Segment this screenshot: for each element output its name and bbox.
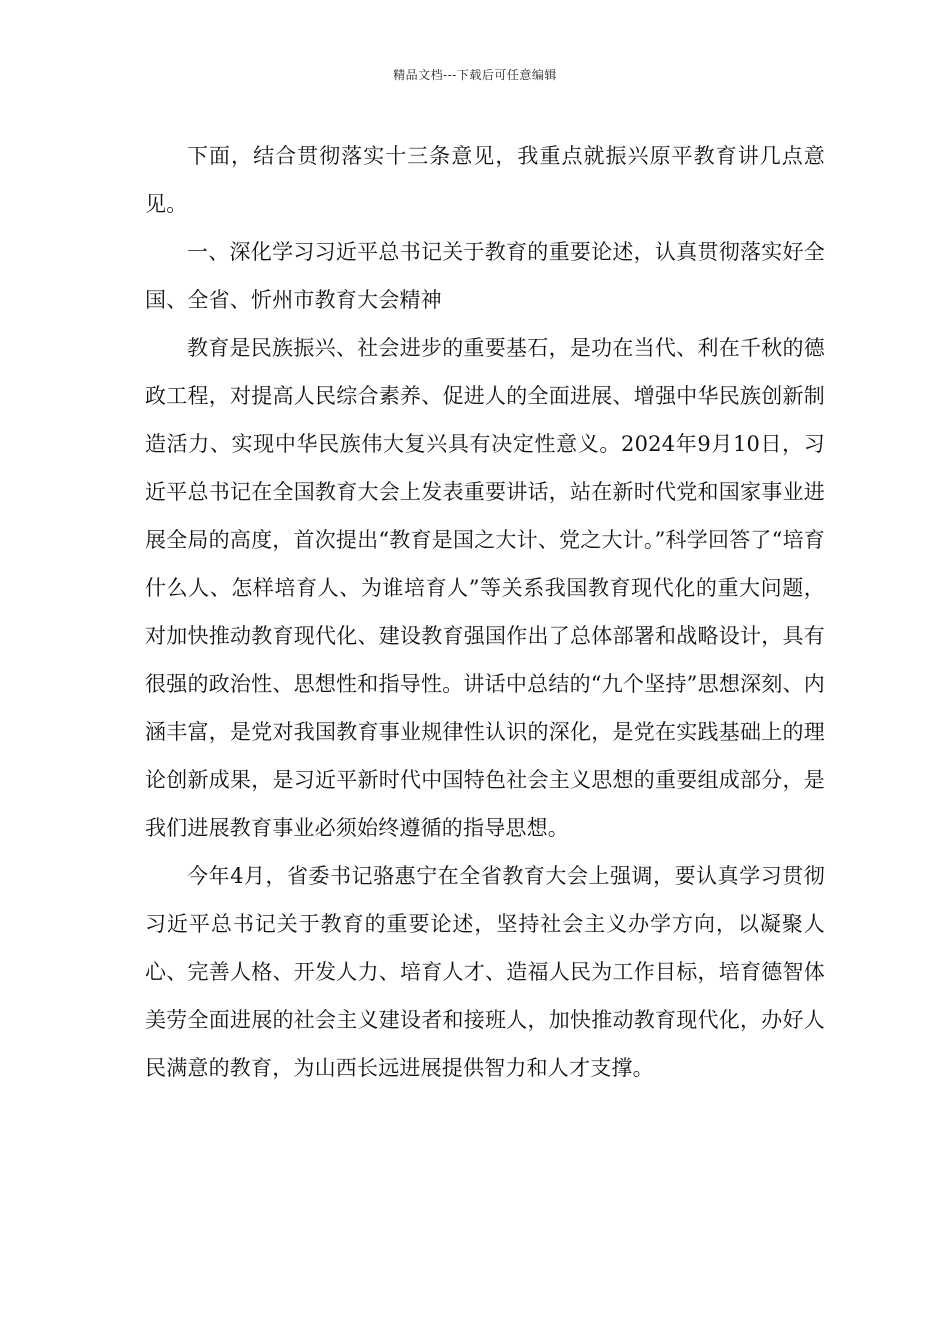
paragraph-education-importance: 教育是民族振兴、社会进步的重要基石，是功在当代、利在千秋的德政工程，对提高人民综合素养、促进人的全面进展、增强中华民族创新制造活力、实现中华民族伟大复兴具有决定性意义。2024年9月10日，习近平总书记在全国教育大会上发表重要讲话，站在新时代党和国家事业进展全局的高度，首次提出“教育是国之大计、党之大计。”科学回答了“培育什么人、怎样培育人、为谁培育人”等关系我国教育现代化的重大问题，对加快推动教育现代化、建设教育强国作出了总体部署和战略设计，具有很强的政治性、思想性和指导性。讲话中总结的“九个坚持”思想深刻、内涵丰富，是党对我国教育事业规律性认识的深化，是党在实践基础上的理论创新成果，是习近平新时代中国特色社会主义思想的重要组成部分，是我们进展教育事业必须始终遵循的指导思想。 bbox=[145, 336, 825, 840]
section-heading-1: 一、深化学习习近平总书记关于教育的重要论述，认真贯彻落实好全国、全省、忻州市教育大会精神 bbox=[145, 240, 825, 312]
paragraph-provincial-conference: 今年4月，省委书记骆惠宁在全省教育大会上强调，要认真学习贯彻习近平总书记关于教育的重要论述，坚持社会主义办学方向，以凝聚人心、完善人格、开发人力、培育人才、造福人民为工作目标，培育德智体美劳全面进展的社会主义建设者和接班人，加快推动教育现代化，办好人民满意的教育，为山西长远进展提供智力和人才支撑。 bbox=[145, 864, 825, 1080]
document-body bbox=[145, 132, 825, 1092]
page-header: 精品文档---下载后可任意编辑 bbox=[393, 68, 557, 82]
paragraph-intro: 下面，结合贯彻落实十三条意见，我重点就振兴原平教育讲几点意见。 bbox=[145, 144, 825, 216]
